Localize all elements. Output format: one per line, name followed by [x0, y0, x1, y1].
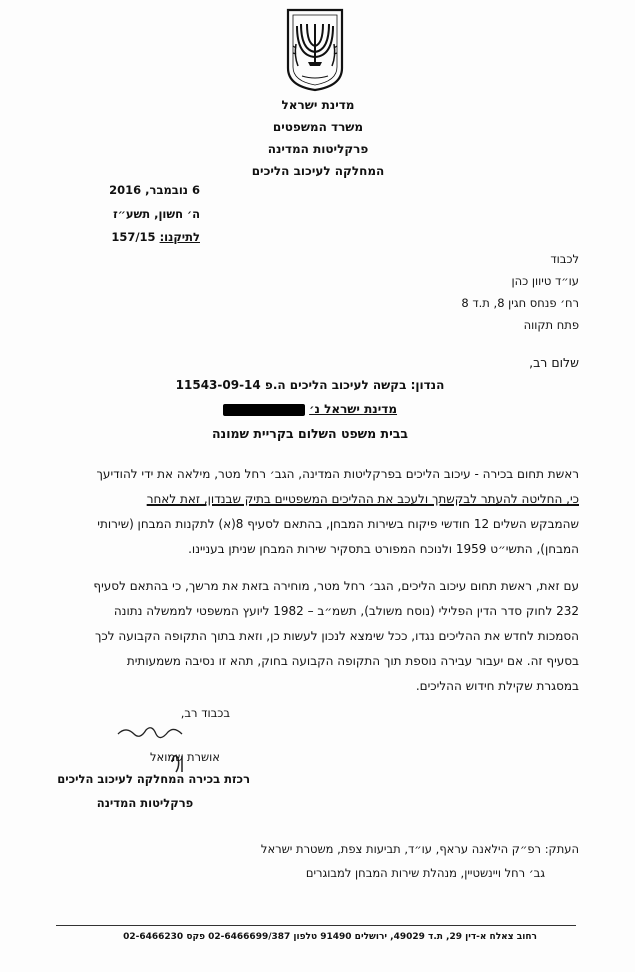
cc-line-2: גב׳ רחל ויינשטיין, מנהלת שירות המבחן למבוגרים — [305, 866, 545, 880]
paragraph-1 — [49, 462, 579, 562]
addressee-to: לכבוד — [550, 252, 579, 266]
cc-line-1: העתק: רפ״ק הילאנה עראף, עו״ד, תביעות צפת, משטרת ישראל — [260, 842, 579, 856]
header-state: מדינת ישראל — [281, 98, 355, 112]
reference-label: לתיקנו: — [159, 230, 200, 244]
handwritten-signature — [112, 722, 192, 776]
addressee-name: עו״ד טיוון כהן — [511, 274, 579, 288]
paragraph-1-line: כי, החליטה להעתר לבקשתך ולעכב את ההליכים המשפטיים בתיק שבנדון, זאת לאחר — [146, 492, 579, 506]
paragraph-2-line: במסגרת שקילת חידוש ההליכים. — [415, 679, 579, 693]
state-emblem-icon — [284, 6, 346, 92]
footer-contact: רחוב צאלח א-דין 29, ת.ד 49029, ירושלים 91490 טלפון 02-6466699/387 פקס 02-6466230 — [123, 932, 537, 942]
date-hebrew: ה׳ חשון, תשע״ז — [113, 207, 200, 221]
signatory-title: רכזת בכירה המחלקה לעיכוב הליכים — [57, 772, 250, 786]
paragraph-1-line: ראשת תחום בכירה - עיכוב הליכים בפרקליטות המדינה, הגב׳ רחל מטר, מילאה את ידי להודיעך — [96, 467, 579, 481]
addressee-city: פתח תקווה — [523, 318, 579, 332]
signatory-office: פרקליטות המדינה — [96, 796, 194, 810]
subject-party-state: מדינת ישראל נ׳ — [309, 402, 398, 416]
closing: בכבוד רב, — [180, 706, 230, 720]
addressee-street: רח׳ פנחס חגין 8, ת.ד 8 — [461, 296, 579, 310]
redaction-bar — [223, 404, 305, 416]
header-department: המחלקה לעיכוב הליכים — [251, 164, 385, 178]
reference-number — [80, 230, 200, 244]
signatory-name: אושרת שמואל — [150, 750, 220, 764]
subject-line: הנדון: בקשה לעיכוב הליכים ה.פ 11543-09-14 — [175, 378, 445, 392]
subject-court: בבית משפט השלום בקריית שמונה — [211, 426, 409, 441]
paragraph-2-line: בסעיף זה. אם יעבור עבירה נוספת תוך התקופה הקבועה בחוק, תהא זו נסיבה משמעותית — [126, 654, 579, 668]
header-office: פרקליטות המדינה — [267, 142, 369, 156]
header-ministry: משרד המשפטים — [272, 120, 364, 134]
footer-divider — [56, 925, 576, 926]
paragraph-2-line: הסמכות לחדש את ההליכים נגדו, ככל שימצא לנכון לעשות כן, וזאת בתוך התקופה הקבועה לכך — [94, 629, 579, 643]
paragraph-2-line: עם זאת, ראשת תחום עיכוב הליכים, הגב׳ רחל מטר, מוחירה בזאת את מרשך, כי בהתאם לסעיף — [93, 579, 579, 593]
reference-value: 157/15 — [111, 230, 156, 244]
paragraph-2 — [49, 574, 579, 699]
paragraph-2-line: 232 לחוק סדר הדין הפלילי (נוסח משולב), תשמ״ב – 1982 ליועץ המשפטי לממשלה נתונה — [113, 604, 579, 618]
subject-parties — [150, 402, 470, 416]
date-gregorian: 6 נובמבר, 2016 — [109, 183, 200, 197]
paragraph-1-line: שהמבקש השלים 12 חודשי פיקוח בשירות המבחן, בהתאם לסעיף 8(א) לתקנות המבחן (שירותי — [97, 517, 579, 531]
greeting: שלום רב, — [529, 355, 579, 370]
paragraph-1-line: המבחן), התשי״ט 1959 ולנוכח המפורט בתסקיר שירות המבחן שניתן בעניינו. — [188, 542, 579, 556]
